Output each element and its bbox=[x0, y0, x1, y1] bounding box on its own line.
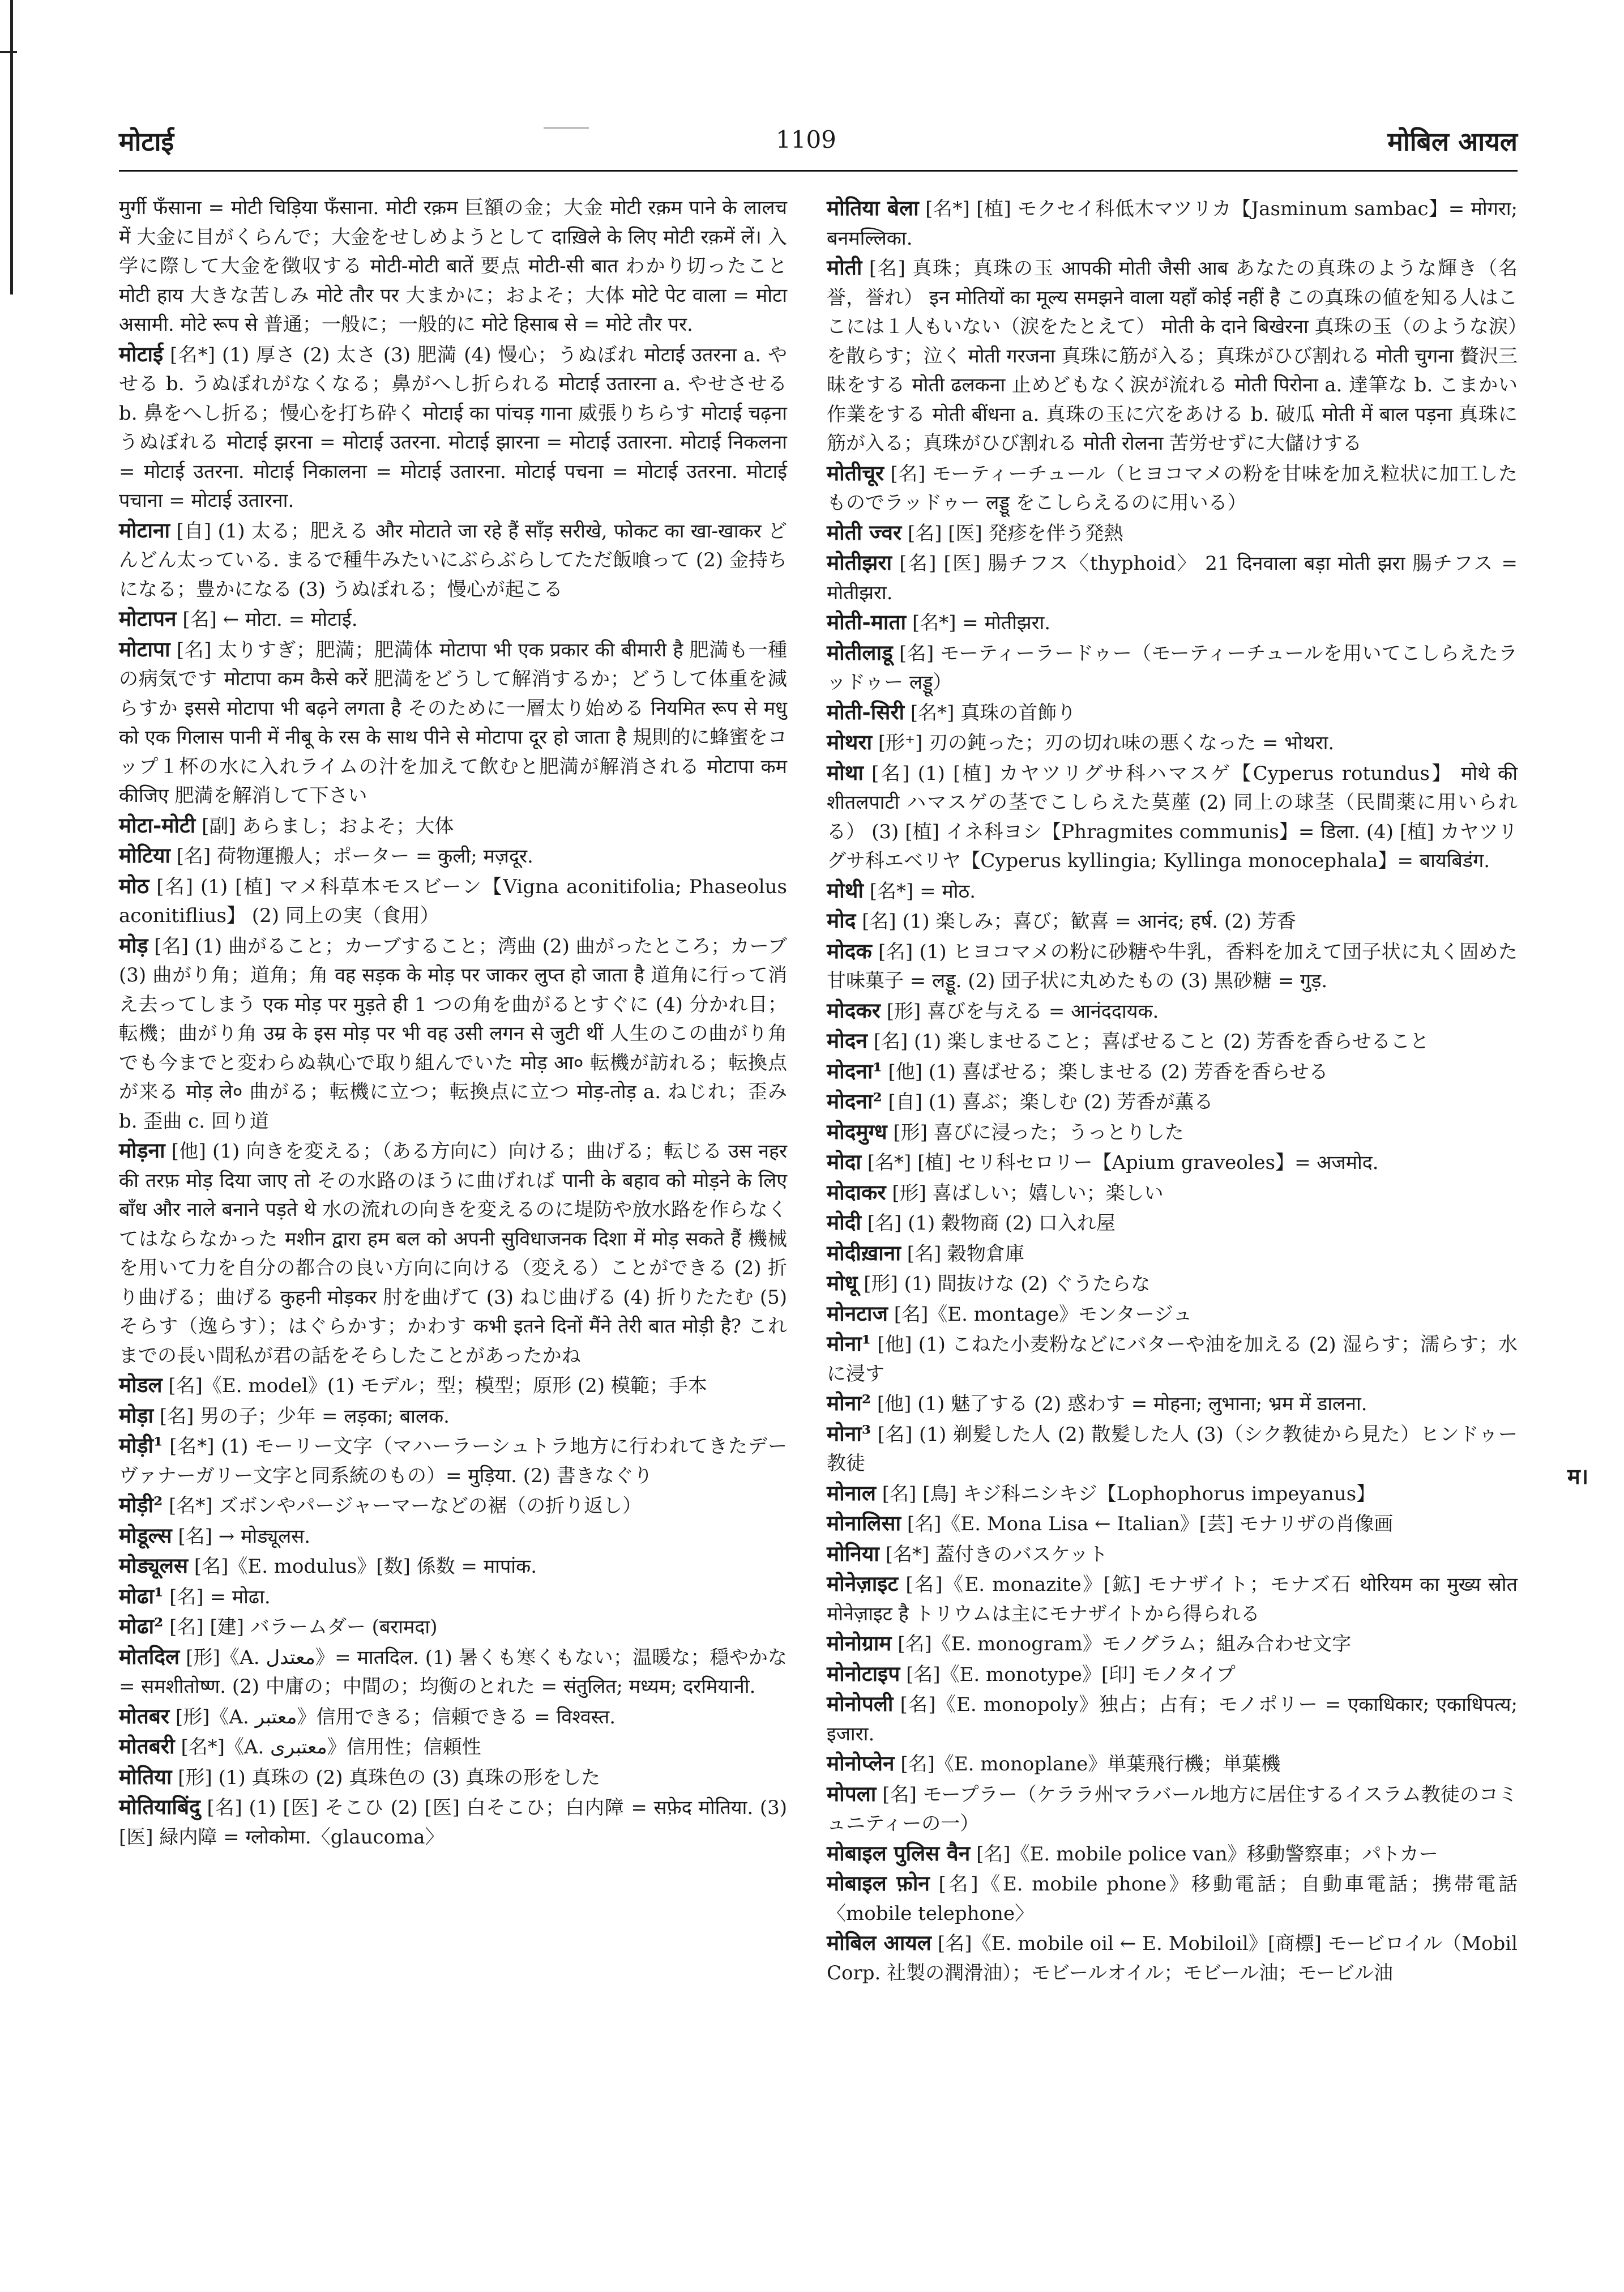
dictionary-entry bbox=[119, 1521, 787, 1552]
dictionary-entry bbox=[827, 1329, 1518, 1389]
dictionary-entry bbox=[119, 931, 787, 1137]
entry-headword: मोड़ना bbox=[119, 1138, 165, 1163]
entry-headword: मोदाकर bbox=[827, 1179, 886, 1205]
entry-headword: मोड़ा bbox=[119, 1402, 154, 1428]
entry-headword: मोड़ी² bbox=[119, 1492, 163, 1517]
headword-right: मोबिल आयल bbox=[1387, 126, 1518, 157]
dictionary-entry bbox=[827, 1539, 1518, 1570]
entry-definition: [形] (1) 間抜けな (2) ぐうたらな bbox=[864, 1273, 1151, 1295]
entry-definition: [名*] (1) 厚さ (2) 太さ (3) 肥満 (4) 慢心；うぬぼれ मोटाई उतरना a. やせる b. うぬぼれがなくなる；鼻がへし折られる मोटाई उतारना a. やせさせる b. 鼻をへし折る；慢心を打ち砕く मोटाई का पांचड़ गाना 威張りちらす मोटाई चढ़ना うぬぼれる मोटाई झरना = मोटाई उतरना. मोटाई झारना = मोटाई उतारना. मोटाई निकलना = मोटाई उतरना. मोटाई निकालना = मोटाई उतारना. मोटाई पचना = मोटाई उतरना. मोटाई पचाना = मोटाई उतारना. bbox=[119, 343, 787, 512]
dictionary-entry bbox=[827, 548, 1518, 608]
entry-headword: मोपला bbox=[827, 1781, 877, 1806]
entry-definition: [名] 穀物倉庫 bbox=[907, 1242, 1025, 1265]
entry-headword: मोड़ी¹ bbox=[119, 1433, 163, 1458]
entry-definition: [名] = मोढा. bbox=[169, 1585, 271, 1608]
entry-definition: [名*] ズボンやパージャーマーなどの裾（の折り返し） bbox=[169, 1495, 642, 1517]
entry-definition: [名*] 真珠の首飾り bbox=[910, 701, 1076, 724]
dictionary-entry bbox=[827, 1629, 1518, 1659]
entry-headword: मोबिल आयल bbox=[827, 1930, 931, 1955]
dictionary-entry bbox=[827, 1419, 1518, 1479]
entry-headword: मोदी bbox=[827, 1210, 861, 1235]
entry-definition: [自] (1) 太る；肥える और मोटाते जा रहे हैं साँड़ सरीखे, फोकट का खा-खाकर どんどん太っている. まるで種牛みたいにぶらぶらしてただ飯喰って (2) 金持ちになる；豊かになる (3) うぬぼれる；慢心が起こる bbox=[119, 519, 788, 601]
dictionary-entry bbox=[827, 194, 1518, 253]
dictionary-entry bbox=[119, 811, 787, 842]
entry-definition: [名] → मोड्यूलस. bbox=[178, 1525, 311, 1548]
page-number: 1109 bbox=[776, 126, 836, 153]
entry-definition: [名*] = मोतीझरा. bbox=[912, 612, 1051, 634]
entry-headword: मोड्यूलस bbox=[119, 1553, 189, 1578]
dictionary-entry bbox=[827, 1178, 1518, 1209]
entry-definition: [名]《E. Mona Lisa ← Italian》[芸] モナリザの肖像画 bbox=[907, 1513, 1394, 1535]
dictionary-entry bbox=[827, 1087, 1518, 1117]
entry-definition: [自] (1) 喜ぶ；楽しむ (2) 芳香が薫る bbox=[888, 1091, 1213, 1113]
entry-headword: मोबाइल पुलिस वैन bbox=[827, 1840, 971, 1866]
entry-definition: [名] モーティーチュール（ヒヨコマメの粉を甘味を加え粒状に加工したものでラッドゥー लड्डू をこしらえるのに用いる） bbox=[827, 462, 1518, 514]
dictionary-entry bbox=[827, 1208, 1518, 1239]
entry-definition: [名] (1) [医] そこひ (2) [医] 白そこひ；白内障 = सफ़ेद मोतिया. (3) [医] 緑内障 = ग्लोकोमा.〈glaucoma〉 bbox=[119, 1796, 788, 1849]
entry-headword: मोतियाबिंदु bbox=[119, 1794, 200, 1819]
dictionary-entry bbox=[119, 1612, 787, 1642]
entry-headword: मोना² bbox=[827, 1390, 871, 1415]
dictionary-entry bbox=[827, 1509, 1518, 1539]
dictionary-entry bbox=[827, 1869, 1518, 1928]
entry-headword: मोनोग्राम bbox=[827, 1631, 892, 1655]
entry-definition: [名] (1) 楽しみ；喜び；歓喜 = आनंद; हर्ष. (2) 芳香 bbox=[862, 910, 1296, 933]
entry-definition: [名]《E. monopoly》独占；占有；モノポリー = एकाधिकार; एकाधिपत्य; इजारा. bbox=[827, 1693, 1518, 1745]
entry-definition: [名]《E. modulus》[数] 係数 = मापांक. bbox=[194, 1555, 537, 1578]
dictionary-entry bbox=[827, 1117, 1518, 1148]
entry-headword: मोतिया bbox=[119, 1764, 172, 1789]
dictionary-entry bbox=[119, 1792, 787, 1852]
dictionary-entry bbox=[119, 1642, 787, 1702]
dictionary-entry bbox=[827, 876, 1518, 907]
entry-headword: मोतिया बेला bbox=[827, 195, 919, 220]
dictionary-entry bbox=[827, 996, 1518, 1027]
entry-headword: मोधू bbox=[827, 1270, 858, 1295]
entry-headword: मोती ज्वर bbox=[827, 519, 902, 545]
entry-headword: मोटापन bbox=[119, 606, 177, 631]
entry-definition: [名] [医] 発疹を伴う発熱 bbox=[907, 522, 1123, 545]
entry-definition: [名] [鳥] キジ科ニシキジ【Lophophorus impeyanus】 bbox=[882, 1482, 1376, 1505]
entry-headword: मोढा² bbox=[119, 1614, 164, 1638]
entry-definition: [形]《A. معتبر》信用できる；信頼できる = विश्वस्त. bbox=[175, 1705, 616, 1728]
entry-definition: [形⁺] 刃の鈍った；刃の切れ味の悪くなった = भोथरा. bbox=[878, 732, 1335, 754]
entry-definition: [副] あらまし；およそ；大体 bbox=[202, 814, 454, 838]
entry-headword: मोड़ bbox=[119, 932, 148, 958]
dictionary-entry bbox=[119, 1732, 787, 1762]
dictionary-entry bbox=[827, 1569, 1518, 1629]
entry-definition: [名] 男の子；少年 = लड़का; बालक. bbox=[159, 1405, 450, 1428]
entry-definition: [他] (1) こねた小麦粉などにバターや油を加える (2) 湿らす；濡らす；水に浸す bbox=[827, 1333, 1518, 1385]
entry-headword: मोदीख़ाना bbox=[827, 1240, 901, 1265]
dictionary-entry bbox=[827, 1749, 1518, 1779]
entry-definition: [名] 太りすぎ；肥満；肥満体 मोटापा भी एक प्रकार की बीमारी है 肥満も一種の病気です मोटापा कम कैसे करें 肥満をどうして解消するか；どうして体重を減らすか इससे मोटापा भी बढ़ने लगता है そのために一層太り始める नियमित रूप से मधु को एक गिलास पानी में नीबू के रस के साथ पीने से मोटापा दूर हो जाता है 規則的に蜂蜜をコップ１杯の水に入れライムの汁を加えて飲むと肥満が解消される मोटापा कम कीजिए 肥満を解消して下さい bbox=[119, 638, 787, 807]
side-tab: म। bbox=[1567, 1463, 1589, 1489]
entry-headword: मोती bbox=[827, 255, 862, 280]
binding-mark-tick bbox=[0, 51, 17, 53]
entry-definition: [名] 荷物運搬人；ポーター = कुली; मज़दूर. bbox=[176, 845, 533, 868]
dictionary-entry bbox=[827, 1239, 1518, 1269]
entry-headword: मोटिया bbox=[119, 843, 170, 868]
entry-headword: मोटाना bbox=[119, 517, 170, 543]
dictionary-entry bbox=[119, 635, 787, 811]
entry-definition: [形] 喜ばしい；嬉しい；楽しい bbox=[892, 1181, 1164, 1205]
entry-definition: [名] (1) [植] マメ科草本モスビーン【Vigna aconitifolia; Phaseolus aconitiflius】 (2) 同上の実（食用） bbox=[119, 875, 788, 927]
entry-definition: [名*] 蓋付きのバスケット bbox=[885, 1543, 1108, 1566]
dictionary-entry bbox=[119, 1551, 787, 1582]
entry-headword: मोदन bbox=[827, 1028, 867, 1053]
entry-headword: मोदा bbox=[827, 1149, 861, 1174]
entry-headword: मोथरा bbox=[827, 729, 873, 754]
entry-definition: [名]《E. mobile oil ← E. Mobiloil》[商標] モービロイル（Mobil Corp. 社製の潤滑油）；モビールオイル；モビール油；モービル油 bbox=[827, 1932, 1518, 1984]
dictionary-entry bbox=[119, 604, 787, 635]
entry-headword: मोबाइल फ़ोन bbox=[827, 1871, 930, 1896]
entry-headword: मोतबर bbox=[119, 1703, 170, 1728]
entry-definition: [名*] (1) モーリー文字（マハーラーシュトラ地方に行われてきたデーヴァナーガリー文字と同系統のもの）= मुड़िया. (2) 書きなぐり bbox=[119, 1435, 787, 1487]
entry-headword: मोनोप्लेन bbox=[827, 1751, 895, 1775]
dictionary-entry bbox=[827, 1928, 1518, 1988]
entry-definition: [名*] [植] モクセイ科低木マツリカ【Jasminum sambac】= मोगरा; बनमल्लिका. bbox=[827, 198, 1518, 250]
entry-headword: मोतीझरा bbox=[827, 550, 892, 575]
entry-headword: मोदकर bbox=[827, 997, 881, 1023]
binding-mark bbox=[10, 0, 13, 294]
entry-headword: मोटापा bbox=[119, 636, 170, 661]
entry-headword: मोना³ bbox=[827, 1420, 871, 1446]
dictionary-entry bbox=[119, 516, 787, 605]
entry-headword: मोतीलाडू bbox=[827, 639, 893, 665]
entry-headword: मोतबरी bbox=[119, 1734, 175, 1759]
entry-definition: [名]《E. monotype》[印] モノタイプ bbox=[906, 1663, 1236, 1686]
dictionary-entry bbox=[119, 1401, 787, 1432]
entry-headword: मोटाई bbox=[119, 341, 164, 366]
entry-headword: मोतदिल bbox=[119, 1644, 180, 1669]
dictionary-entry bbox=[827, 1779, 1518, 1839]
dictionary-entry bbox=[119, 872, 787, 931]
entry-headword: मोडूल्स bbox=[119, 1522, 172, 1548]
dictionary-entry bbox=[827, 1689, 1518, 1749]
entry-headword: मोनिया bbox=[827, 1540, 879, 1566]
entry-definition: मुर्गी फँसाना = मोटी चिड़िया फँसाना. मोटी रक़म 巨額の金；大金 मोटी रक़म पाने के लालच में 大金に目がくらんで；大金をせしめようとして दाख़िले के लिए मोटी रक़में लें। 入学に際して大金を徴収する मोटी-मोटी बातें 要点 मोटी-सी बात わかり切ったこと मोटी हाय 大きな苦しみ मोटे तौर पर 大まかに；およそ；大体 मोटे पेट वाला = मोटा असामी. मोटे रूप से 普通；一般に；一般的に मोटे हिसाब से = मोटे तौर पर. bbox=[119, 197, 788, 336]
entry-definition: [名] 真珠；真珠の玉 आपकी मोती जैसी आब あなたの真珠のような輝き（名誉，誉れ） इन मोतियों का मूल्य समझने वाला यहाँ कोई नहीं है この真珠の値を知る人はここには１人もいない（涙をたとえて） मोती के दाने बिखेरना 真珠の玉（のような涙）を散らす；泣く मोती गरजना 真珠に筋が入る；真珠がひび割れる मोती चुगना 贅沢三昧をする मोती ढलकना 止めどもなく涙が流れる मोती पिरोना a. 達筆な b. こまかい作業をする मोती बींधना a. 真珠の玉に穴をあける b. 破瓜 मोती में बाल पड़ना 真珠に筋が入る；真珠がひび割れる मोती रोलना 苦労せずに大儲けする bbox=[827, 257, 1518, 455]
entry-headword: मोठ bbox=[119, 873, 149, 898]
entry-headword: मोनेज़ाइट bbox=[827, 1571, 899, 1596]
entry-definition: [形]《A. معتدل》= मातदिल. (1) 暑くも寒くもない；温暖な；穏やかな = समशीतोष्ण. (2) 中庸の；中間の；均衡のとれた = संतुलित; मध्यम; दरमियानी. bbox=[119, 1646, 788, 1698]
dictionary-entry bbox=[827, 1479, 1518, 1509]
entry-definition: [名*]《A. معتبری》信用性；信頼性 bbox=[181, 1736, 481, 1759]
entry-headword: मोतीचूर bbox=[827, 460, 884, 485]
dictionary-entry bbox=[827, 608, 1518, 638]
entry-definition: [他] (1) 喜ばせる；楽しませる (2) 芳香を香らせる bbox=[888, 1060, 1328, 1083]
dictionary-entry bbox=[827, 1147, 1518, 1178]
dictionary-entry bbox=[827, 638, 1518, 698]
entry-definition: [名] モープラー（ケララ州マラバール地方に居住するイスラム教徒のコミュニティーの一） bbox=[827, 1783, 1518, 1835]
entry-definition: [名] (1) 曲がること；カーブすること；湾曲 (2) 曲がったところ；カーブ (3) 曲がり角；道角；角 वह सड़क के मोड़ पर जाकर लुप्त हो जाता है 道角に行って消え去ってしまう एक मोड़ पर मुड़ते ही 1 つの角を曲がるとすぐに (4) 分かれ目；転機；曲がり角 उम्र के इस मोड़ पर भी वह उसी लगन से जुटी थीं 人生のこの曲がり角でも今までと変わらぬ執心で取り組んでいた मोड़ आ० 転機が訪れる；転換点が来る मोड़ ले० 曲がる；転機に立つ；転換点に立つ मोड़-तोड़ a. ねじれ；歪み b. 歪曲 c. 回り道 bbox=[119, 934, 787, 1133]
dictionary-entry bbox=[119, 1702, 787, 1732]
entry-headword: मोदक bbox=[827, 938, 872, 963]
entry-headword: मोथा bbox=[827, 759, 864, 785]
header-rule bbox=[119, 170, 1518, 172]
dictionary-entry bbox=[827, 698, 1518, 728]
dictionary-entry bbox=[119, 1431, 787, 1491]
entry-headword: मोनालिसा bbox=[827, 1510, 901, 1535]
dictionary-entry bbox=[827, 937, 1518, 996]
entry-definition: [名]《E. monoplane》単葉飛行機；単葉機 bbox=[900, 1753, 1281, 1775]
entry-headword: मोदमुग्ध bbox=[827, 1119, 887, 1144]
entry-definition: [形] (1) 真珠の (2) 真珠色の (3) 真珠の形をした bbox=[178, 1766, 601, 1789]
entry-headword: मोनोटाइप bbox=[827, 1661, 900, 1686]
dictionary-entry bbox=[827, 253, 1518, 459]
dictionary-entry bbox=[119, 1371, 787, 1401]
entry-headword: मोदना² bbox=[827, 1089, 882, 1113]
entry-definition: [名]《E. monazite》[鉱] モナザイト；モナズ石 थोरियम का मुख्य स्रोत मोनेज़ाइट है トリウムは主にモナザイトから得られる bbox=[827, 1573, 1518, 1625]
entry-definition: [形] 喜びを与える = आनंददायक. bbox=[886, 1000, 1159, 1023]
dictionary-entry bbox=[827, 459, 1518, 518]
entry-definition: [名] ← मोटा. = मोटाई. bbox=[182, 608, 358, 631]
entry-definition: [名]《E. model》(1) モデル；型；模型；原形 (2) 模範；手本 bbox=[168, 1375, 707, 1397]
entry-headword: मोनाल bbox=[827, 1480, 876, 1505]
entry-headword: मोना¹ bbox=[827, 1331, 871, 1356]
entry-headword: मोनटाज bbox=[827, 1300, 888, 1326]
entry-definition: [名*] = मोठ. bbox=[869, 880, 976, 903]
dictionary-entry bbox=[827, 1269, 1518, 1299]
left-column bbox=[119, 194, 787, 1852]
entry-headword: मोडल bbox=[119, 1372, 163, 1397]
dictionary-entry bbox=[827, 906, 1518, 937]
entry-definition: [名] [医] 腸チフス〈thyphoid〉 21 दिनवाला बड़ा मोती झरा 腸チフス = मोतीझरा. bbox=[827, 552, 1518, 604]
dictionary-entry bbox=[119, 1491, 787, 1521]
dictionary-entry bbox=[827, 1026, 1518, 1057]
entry-definition: [名]《E. montage》モンタージュ bbox=[894, 1303, 1193, 1326]
entry-definition: [名]《E. monogram》モノグラム；組み合わせ文字 bbox=[898, 1633, 1352, 1655]
entry-definition: [名] (1) [植] カヤツリグサ科ハマスゲ【Cyperus rotundus】 मोथे की शीतलपाटी ハマスゲの茎でこしらえた茣蓙 (2) 同上の球茎（民間薬に用いられる） (3) [植] イネ科ヨシ【Phragmites communis】= डिला. (4) [植] カヤツリグサ科エベリヤ【Cyperus kyllingia; Kyllinga monocephala】= बायबिडंग. bbox=[827, 762, 1518, 872]
dictionary-entry bbox=[827, 1057, 1518, 1087]
dictionary-entry bbox=[827, 1659, 1518, 1690]
entry-headword: मोथी bbox=[827, 877, 864, 903]
entry-definition: [他] (1) 向きを変える；（ある方向に）向ける；曲げる；転じる उस नहर की तरफ़ मोड़ दिया जाए तो その水路のほうに曲げれば पानी के बहाव को मोड़ने के लिए बाँध और नाले बनाने पड़ते थे 水の流れの向きを変えるのに堤防や放水路を作らなくてはならなかった मशीन द्वारा हम बल को अपनी सुविधाजनक दिशा में मोड़ सकते हैं 機械を用いて力を自分の都合の良い方向に向ける（変える）ことができる (2) 折り曲げる；曲げる कुहनी मोड़कर 肘を曲げて (3) ねじ曲げる (4) 折りたたむ (5) そらす（逸らす）；はぐらかす；かわす कभी इतने दिनों मैंने तेरी बात मोड़ी है? これまでの長い間私が君の話をそらしたことがあったかね bbox=[119, 1140, 787, 1367]
entry-headword: मोटा-मोटी bbox=[119, 812, 196, 838]
headword-left: मोटाई bbox=[119, 126, 174, 157]
page-header bbox=[119, 123, 1518, 169]
entry-definition: [名]《E. mobile police van》移動警察車；パトカー bbox=[976, 1842, 1438, 1866]
entry-definition: [名] (1) 穀物商 (2) 口入れ屋 bbox=[867, 1212, 1116, 1235]
right-column bbox=[827, 194, 1518, 1988]
dictionary-entry bbox=[119, 340, 787, 516]
entry-headword: मोती-माता bbox=[827, 609, 907, 634]
dictionary-entry bbox=[119, 1136, 787, 1371]
dictionary-entry bbox=[119, 194, 787, 340]
entry-definition: [名] (1) 剃髪した人 (2) 散髪した人 (3)（シク教徒から見た）ヒンドゥー教徒 bbox=[827, 1423, 1518, 1475]
entry-definition: [形] 喜びに浸った；うっとりした bbox=[893, 1121, 1184, 1144]
entry-definition: [名] (1) 楽しませること；喜ばせること (2) 芳香を香らせること bbox=[873, 1030, 1429, 1053]
entry-headword: मोती-सिरी bbox=[827, 699, 905, 724]
entry-definition: [名] (1) ヒヨコマメの粉に砂糖や牛乳，香料を加えて団子状に丸く固めた甘味菓子 = लड्डू. (2) 団子状に丸めたもの (3) 黒砂糖 = गुड़. bbox=[827, 940, 1518, 992]
dictionary-entry bbox=[827, 1299, 1518, 1330]
dictionary-entry bbox=[119, 841, 787, 872]
dictionary-entry bbox=[827, 758, 1518, 876]
entry-definition: [名*] [植] セリ科セロリー【Apium graveoles】= अजमोद. bbox=[867, 1151, 1379, 1174]
entry-headword: मोढा¹ bbox=[119, 1583, 164, 1608]
dictionary-entry bbox=[827, 1839, 1518, 1870]
entry-definition: [名]《E. mobile phone》移動電話；自動車電話；携帯電話〈mobile telephone〉 bbox=[827, 1873, 1518, 1925]
dictionary-entry bbox=[827, 728, 1518, 758]
entry-headword: मोद bbox=[827, 908, 856, 933]
dictionary-entry bbox=[119, 1582, 787, 1612]
entry-headword: मोनोपली bbox=[827, 1691, 894, 1716]
dictionary-entry bbox=[827, 518, 1518, 549]
dictionary-entry bbox=[827, 1389, 1518, 1419]
entry-definition: [名] モーティーラードゥー（モーティーチュールを用いてこしらえたラッドゥー लड्डू） bbox=[827, 642, 1518, 694]
entry-definition: [名] [建] バラームダー (बरामदा) bbox=[169, 1616, 438, 1638]
entry-definition: [他] (1) 魅了する (2) 惑わす = मोहना; लुभाना; भ्रम में डालना. bbox=[877, 1393, 1367, 1415]
dictionary-entry bbox=[119, 1762, 787, 1793]
entry-headword: मोदना¹ bbox=[827, 1058, 882, 1083]
